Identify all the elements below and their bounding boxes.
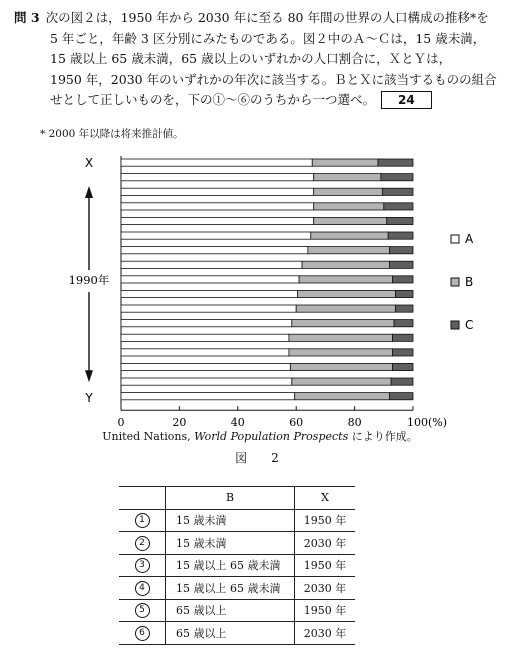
bar-segment-B	[290, 363, 392, 370]
bar-segment-B	[295, 393, 390, 400]
option-row[interactable]	[119, 599, 355, 622]
bar-segment-C	[382, 188, 413, 195]
legend-label-B: B	[465, 275, 474, 289]
options-header-row	[119, 487, 355, 510]
bar-segment-B	[289, 334, 393, 341]
bar-segment-B	[311, 232, 388, 239]
bar-segment-C	[381, 174, 413, 181]
bar-segment-C	[394, 320, 413, 327]
bar-segment-C	[390, 393, 413, 400]
answer-box: 24	[381, 91, 432, 109]
x-tick-label: 60	[289, 416, 304, 430]
option-x: 2030 年	[295, 577, 356, 600]
bar-segment-C	[393, 349, 413, 356]
bar-segment-A	[121, 247, 308, 254]
bar-segment-B	[289, 349, 393, 356]
option-number[interactable]: 4	[135, 581, 150, 596]
bar-segment-C	[384, 203, 413, 210]
bar-segment-C	[390, 247, 413, 254]
bar-segment-C	[393, 363, 413, 370]
source-caption: United Nations, World Population Prospects により作成。	[102, 430, 418, 443]
bar-segment-B	[296, 305, 395, 312]
bar-segment-A	[121, 188, 314, 195]
option-row[interactable]	[119, 577, 355, 600]
options-table	[119, 486, 355, 645]
bar-segment-A	[121, 203, 314, 210]
option-b: 15 歳未満	[166, 509, 295, 532]
option-number[interactable]: 5	[135, 603, 150, 618]
axis-mark-1990: 1990年	[68, 273, 110, 288]
bar-segment-A	[121, 320, 292, 327]
bar-segment-A	[121, 305, 296, 312]
bar-segment-A	[121, 378, 292, 385]
option-x: 1950 年	[295, 509, 356, 532]
bar-segment-A	[121, 174, 314, 181]
option-row[interactable]	[119, 532, 355, 555]
question-line-2: 15 歳以上 65 歳未満，65 歳以上のいずれかの人口割合に，ＸとＹは，	[50, 51, 452, 66]
option-row[interactable]	[119, 509, 355, 532]
option-b: 65 歳以上	[166, 622, 295, 645]
bar-segment-A	[121, 276, 299, 283]
option-number[interactable]: 3	[135, 558, 150, 573]
option-x: 1950 年	[295, 599, 356, 622]
option-number[interactable]: 6	[135, 626, 150, 641]
bar-segment-C	[393, 276, 413, 283]
bar-segment-B	[292, 378, 391, 385]
option-b: 15 歳以上 65 歳未満	[166, 577, 295, 600]
question-line-1: 5 年ごと，年齢 3 区分別にみたものである。図２中のＡ～Ｃは，15 歳未満，	[50, 30, 486, 46]
legend-label-A: A	[465, 232, 474, 246]
bar-segment-C	[395, 305, 413, 312]
bar-segment-B	[308, 247, 390, 254]
bar-segment-B	[292, 320, 394, 327]
axis-mark-y: Y	[85, 391, 93, 406]
option-b: 65 歳以上	[166, 599, 295, 622]
bar-segment-C	[387, 217, 413, 224]
axis-mark-x: X	[84, 156, 94, 170]
bar-segment-B	[314, 217, 387, 224]
bar-segment-A	[121, 393, 295, 400]
bar-segment-C	[378, 159, 413, 166]
option-x: 2030 年	[295, 532, 356, 555]
x-tick-label: 0	[117, 416, 125, 430]
question-line-3: 1950 年，2030 年のいずれかの年次に該当する。ＢとＸに該当するものの組合	[50, 71, 497, 87]
question-number: 問 3	[14, 10, 40, 25]
legend-label-C: C	[465, 318, 474, 332]
footnote: * 2000 年以降は将来推計値。	[40, 128, 184, 140]
bar-segment-B	[298, 290, 396, 297]
legend-swatch-A	[451, 235, 459, 243]
arrow-up-head	[85, 186, 93, 198]
bar-segment-B	[314, 174, 381, 181]
option-b: 15 歳未満	[166, 532, 295, 555]
option-b: 15 歳以上 65 歳未満	[166, 554, 295, 577]
legend-swatch-B	[451, 278, 459, 286]
bar-segment-B	[299, 276, 392, 283]
bar-segment-A	[121, 217, 314, 224]
option-row[interactable]	[119, 554, 355, 577]
legend-swatch-C	[451, 321, 459, 329]
option-number[interactable]: 1	[135, 513, 150, 528]
question-line-4: せとして正しいものを，下の①～⑥のうちから一つ選べ。 24	[14, 90, 514, 111]
figure-label: 図 2	[235, 451, 285, 465]
bar-segment-B	[312, 159, 378, 166]
bar-segment-A	[121, 232, 311, 239]
x-tick-label: 100(%)	[407, 416, 448, 430]
bar-segment-C	[390, 261, 413, 268]
x-tick-label: 80	[347, 416, 362, 430]
bar-segment-A	[121, 261, 302, 268]
bar-segment-C	[395, 290, 413, 297]
x-tick-label: 20	[172, 416, 187, 430]
bar-segment-B	[314, 188, 383, 195]
option-number[interactable]: 2	[135, 536, 150, 551]
bar-segment-B	[314, 203, 384, 210]
option-row[interactable]	[119, 622, 355, 645]
bar-segment-A	[121, 363, 290, 370]
bar-segment-C	[393, 334, 413, 341]
arrow-down-head	[85, 370, 93, 382]
question-line-0: 問 3 次の図２は，1950 年から 2030 年に至る 80 年間の世界の人口構成の推移*を	[14, 10, 489, 25]
x-tick-label: 40	[230, 416, 245, 430]
bar-segment-A	[121, 290, 298, 297]
option-x: 2030 年	[295, 622, 356, 645]
bar-segment-A	[121, 334, 289, 341]
bar-segment-A	[121, 349, 289, 356]
bar-segment-B	[302, 261, 390, 268]
bar-segment-C	[391, 378, 413, 385]
options-header-x: X	[295, 487, 356, 510]
options-header-b: B	[166, 487, 295, 510]
option-x: 1950 年	[295, 554, 356, 577]
bar-segment-A	[121, 159, 312, 166]
bar-segment-C	[388, 232, 413, 239]
options-header-no	[119, 487, 166, 510]
